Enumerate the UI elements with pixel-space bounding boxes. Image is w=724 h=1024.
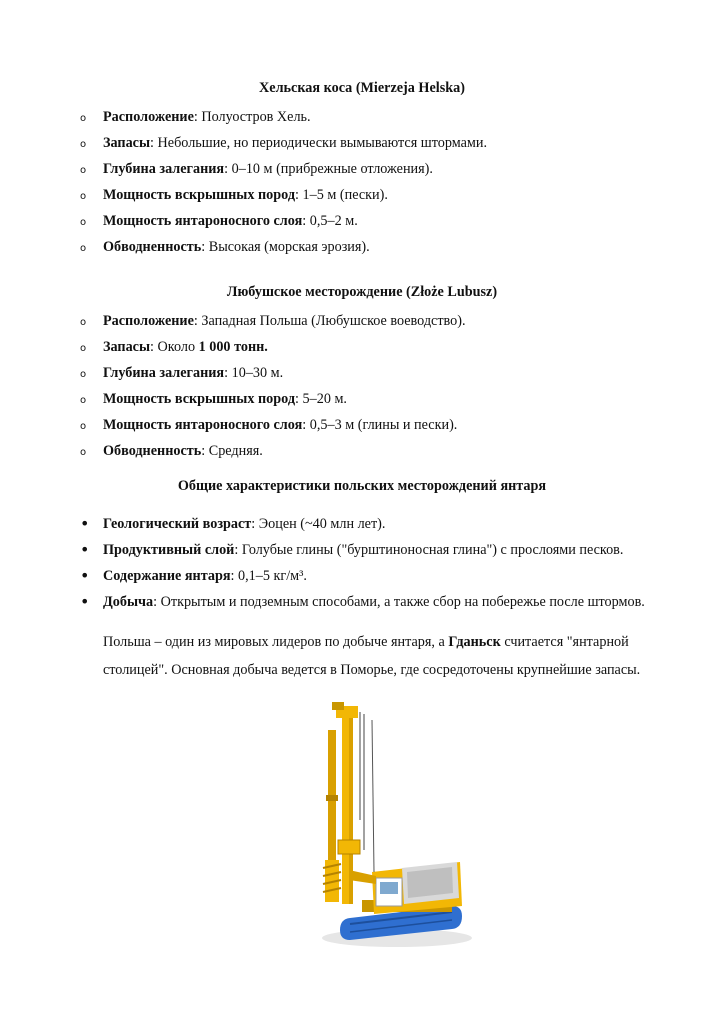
paragraph-line-2: столицей". Основная добыча ведется в Поморье, где сосредоточены крупнейшие запасы.: [103, 662, 641, 678]
item-label: Геологический возраст: [103, 516, 252, 532]
item-value: Полуостров Хель.: [201, 109, 311, 125]
circle-bullet-icon: o: [80, 447, 87, 458]
circle-bullet-icon: o: [80, 139, 87, 150]
heading-hel-spit: Хельская коса (Mierzeja Helska): [259, 80, 465, 96]
item-label: Глубина залегания: [103, 365, 225, 381]
document-page: Хельская коса (Mierzeja Helska) o Расположение: Полуостров Хель. o Запасы: Небольшие, но периодически вымываются штормами. o Глубина залегания: 0–10 м (прибрежные отложения). o Мощность вскрышных пород: 1–5 м (пески). o Мощность янтароносного слоя: 0,5–2 м. o Обводненность: Высокая (морская эрозия). Любушское месторождение (Złoże Lubusz) o Расположение: Западная Польша (Любушское воеводство). o Запасы: Около 1 000 тонн. o Глубина залегания: 10–30 м. o Мощность вскрышных пород: 5–20 м. o Мощность янтароносного слоя: 0,5–3 м (глины и пески). o Обводненность: Средняя. Общие характеристики польских месторождений янтаря • Геологический возраст: Эоцен (~40 млн лет). • Продуктивный слой: Голубые глины ("бурштиноносная глина") с прослоями песков. • Содержание янтаря: 0,1–5 кг/м³. • Добыча: Открытым и подземным способами, а также сбор на побережье после штормов. Польша – один из мировых лидеров по добыче янтаря, а Гданьск считается "янтарной столицей". Основная добыча ведется в Поморье, где сосредоточены крупнейшие запасы.: [0, 0, 724, 1024]
bullet-icon: •: [80, 566, 90, 585]
item-value: Высокая (морская эрозия).: [208, 239, 370, 255]
bullet-icon: •: [80, 592, 90, 611]
circle-bullet-icon: o: [80, 395, 87, 406]
item-value: 0,5–2 м.: [309, 213, 358, 229]
paragraph-line-1: Польша – один из мировых лидеров по добыче янтаря, а Гданьск считается "янтарной: [103, 634, 629, 650]
item-value: 0,5–3 м (глины и пески).: [309, 417, 458, 433]
item-value: Голубые глины ("бурштиноносная глина") с прослоями песков.: [241, 542, 624, 558]
heading-general-characteristics: Общие характеристики польских месторождений янтаря: [177, 478, 547, 494]
item-label: Мощность янтароносного слоя: [103, 417, 303, 433]
item-value: Западная Польша (Любушское воеводство).: [201, 313, 466, 329]
circle-bullet-icon: o: [80, 113, 87, 124]
item-value: Эоцен (~40 млн лет).: [258, 516, 386, 532]
heading-lubusz-deposit: Любушское месторождение (Złoże Lubusz): [226, 284, 498, 300]
item-label: Глубина залегания: [103, 161, 225, 177]
circle-bullet-icon: o: [80, 343, 87, 354]
bullet-icon: •: [80, 540, 90, 559]
item-label: Мощность янтароносного слоя: [103, 213, 303, 229]
gdansk-bold: Гданьск: [448, 634, 501, 650]
item-value: 0–10 м (прибрежные отложения).: [231, 161, 433, 177]
item-label: Продуктивный слой: [103, 542, 235, 558]
circle-bullet-icon: o: [80, 165, 87, 176]
circle-bullet-icon: o: [80, 191, 87, 202]
item-label: Обводненность: [103, 239, 202, 255]
circle-bullet-icon: o: [80, 243, 87, 254]
item-label: Мощность вскрышных пород: [103, 187, 296, 203]
item-value: Около: [157, 339, 199, 355]
item-label: Добыча: [103, 594, 154, 610]
item-label: Запасы: [103, 135, 151, 151]
bullet-icon: •: [80, 514, 90, 533]
item-value: Открытым и подземным способами, а также сбор на побережье после штормов.: [160, 594, 645, 610]
item-value: 1–5 м (пески).: [302, 187, 388, 203]
item-label: Расположение: [103, 109, 194, 125]
circle-bullet-icon: o: [80, 317, 87, 328]
item-value-bold: 1 000 тонн.: [198, 339, 268, 355]
item-value: Средняя.: [208, 443, 263, 459]
item-label: Мощность вскрышных пород: [103, 391, 296, 407]
drilling-rig-icon: [302, 700, 472, 950]
item-label: Запасы: [103, 339, 151, 355]
circle-bullet-icon: o: [80, 369, 87, 380]
item-label: Обводненность: [103, 443, 202, 459]
item-value: Небольшие, но периодически вымываются штормами.: [157, 135, 488, 151]
item-value: 0,1–5 кг/м³.: [238, 568, 307, 584]
item-value: 5–20 м.: [302, 391, 347, 407]
circle-bullet-icon: o: [80, 217, 87, 228]
item-label: Содержание янтаря: [103, 568, 231, 584]
circle-bullet-icon: o: [80, 421, 87, 432]
item-label: Расположение: [103, 313, 194, 329]
item-value: 10–30 м.: [231, 365, 284, 381]
